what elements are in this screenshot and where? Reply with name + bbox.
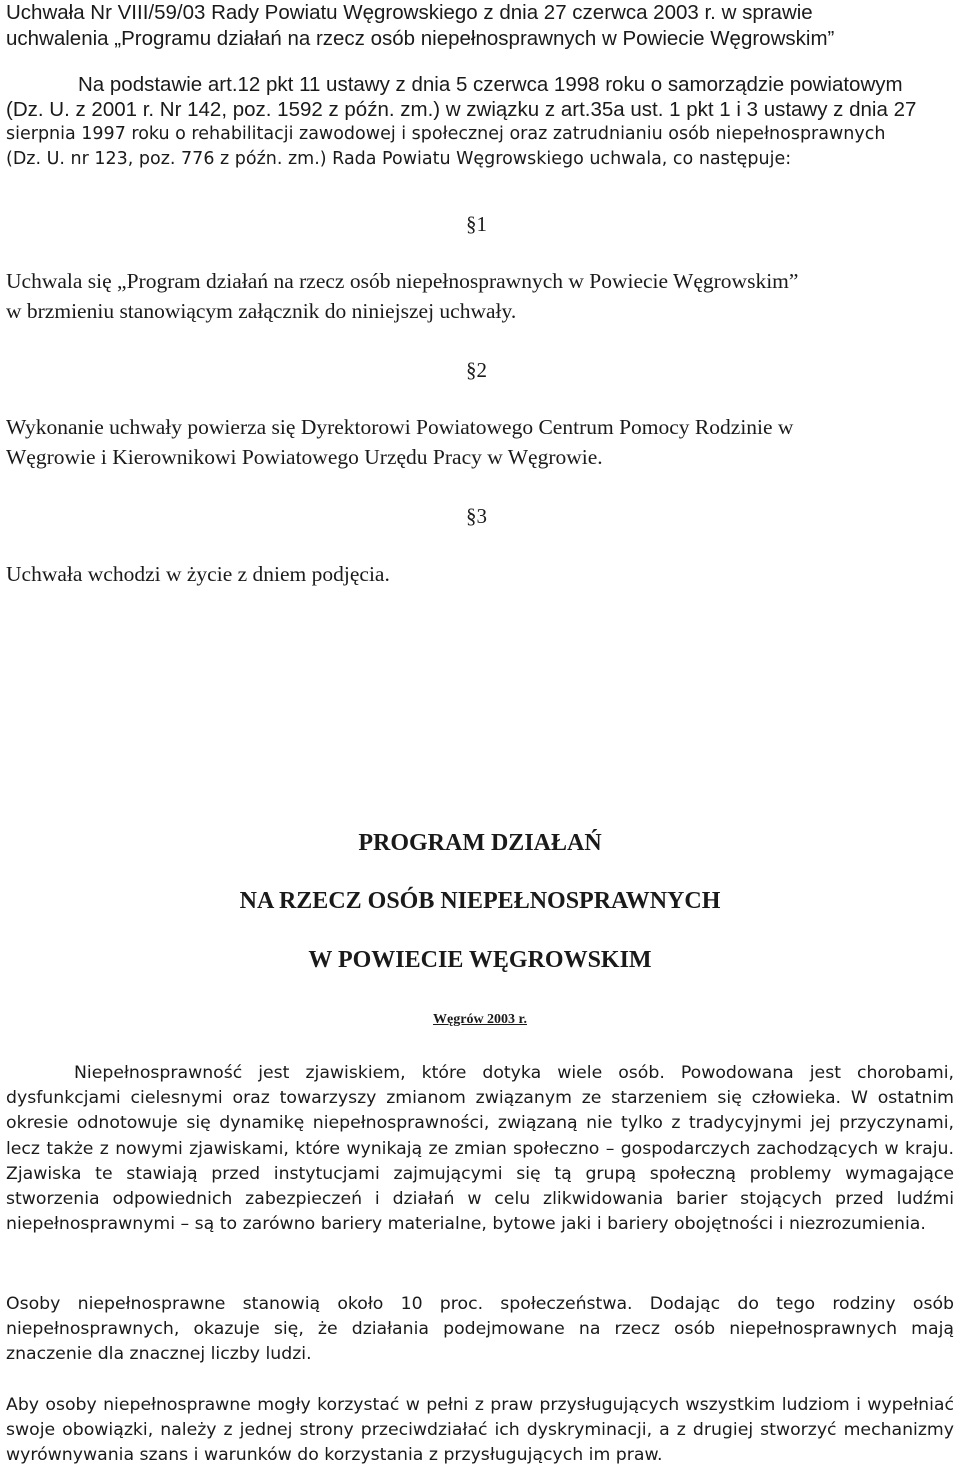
resolution-header bbox=[6, 0, 834, 52]
section-mark-2: §2 bbox=[466, 358, 487, 382]
section-2-text bbox=[6, 412, 793, 472]
preamble-line-2: (Dz. U. z 2001 r. Nr 142, poz. 1592 z późn. zm.) w związku z art.35a ust. 1 pkt 1 i 3 ustawy z dnia 27 bbox=[6, 98, 917, 121]
legal-basis-preamble bbox=[6, 72, 916, 172]
section-3-text bbox=[6, 559, 390, 589]
preamble-line-3: sierpnia 1997 roku o rehabilitacji zawodowej i społecznej oraz zatrudnianiu osób niepełnosprawnych bbox=[6, 124, 886, 144]
body-paragraph-3: Aby osoby niepełnosprawne mogły korzystać w pełni z praw przysługujących wszystkim ludziom i wypełniać swoje obowiązki, należy z jednej strony przeciwdziałać ich dyskryminacji, a z drugiej stworzyć mechanizmy wyrównywania szans i warunków do korzystania z przysługujących im praw. bbox=[6, 1395, 954, 1466]
program-title-1: PROGRAM DZIAŁAŃ bbox=[358, 830, 602, 856]
body-paragraph-2: Osoby niepełnosprawne stanowią około 10 proc. społeczeństwa. Dodając do tego rodziny osób niepełnosprawnych, okazuje się, że działania podejmowane na rzecz osób niepełnosprawnych mają znaczenie dla znacznej liczby ludzi. bbox=[6, 1294, 954, 1365]
section-3-line-1: Uchwała wchodzi w życie z dniem podjęcia. bbox=[6, 562, 390, 586]
section-1-line-2: w brzmieniu stanowiącym załącznik do niniejszej uchwały. bbox=[6, 299, 517, 323]
resolution-title-line-1: Uchwała Nr VIII/59/03 Rady Powiatu Węgrowskiego z dnia 27 czerwca 2003 r. w sprawie bbox=[6, 1, 813, 24]
body-paragraph-1: Niepełnosprawność jest zjawiskiem, które dotyka wiele osób. Powodowana jest chorobami, dysfunkcjami cielesnymi oraz towarzyszy zmianom związanym ze starzeniem się człowieka. W ostatnim okresie odnotowuje się dynamikę niepełnosprawności, związaną nie tylko z tradycyjnymi jej przyczynami, lecz także z nowymi zjawiskami, które wynikają ze zmian społeczno – gospodarczych zachodzących w kraju. Zjawiska te stawiają przed instytucjami zajmującymi się tą grupą społeczną problemy wymagające stworzenia odpowiednich zabezpieczeń i działań w celu zlikwidowania barier stojących przed ludźmi niepełnosprawnymi – są to zarówno bariery materialne, bytowe jaki i bariery obojętności i niezrozumienia. bbox=[6, 1063, 954, 1235]
section-2-line-1: Wykonanie uchwały powierza się Dyrektorowi Powiatowego Centrum Pomocy Rodzinie w bbox=[6, 415, 794, 439]
section-mark-1: §1 bbox=[466, 212, 487, 236]
section-mark-3: §3 bbox=[466, 504, 487, 528]
program-title-3: W POWIECIE WĘGROWSKIM bbox=[308, 947, 652, 973]
resolution-title-line-2: uchwalenia „Programu działań na rzecz osób niepełnosprawnych w Powiecie Węgrowskim” bbox=[6, 27, 835, 50]
section-1-line-1: Uchwala się „Program działań na rzecz osób niepełnosprawnych w Powiecie Węgrowskim” bbox=[6, 269, 799, 293]
program-title-2: NA RZECZ OSÓB NIEPEŁNOSPRAWNYCH bbox=[239, 888, 721, 914]
preamble-line-4: (Dz. U. nr 123, poz. 776 z późn. zm.) Rada Powiatu Węgrowskiego uchwala, co następuje: bbox=[6, 149, 792, 169]
section-2-line-2: Węgrowie i Kierownikowi Powiatowego Urzędu Pracy w Węgrowie. bbox=[6, 445, 603, 469]
section-1-text bbox=[6, 266, 798, 326]
preamble-line-1: Na podstawie art.12 pkt 11 ustawy z dnia 5 czerwca 1998 roku o samorządzie powiatowym bbox=[78, 73, 903, 96]
program-date: Węgrów 2003 r. bbox=[433, 1012, 527, 1027]
